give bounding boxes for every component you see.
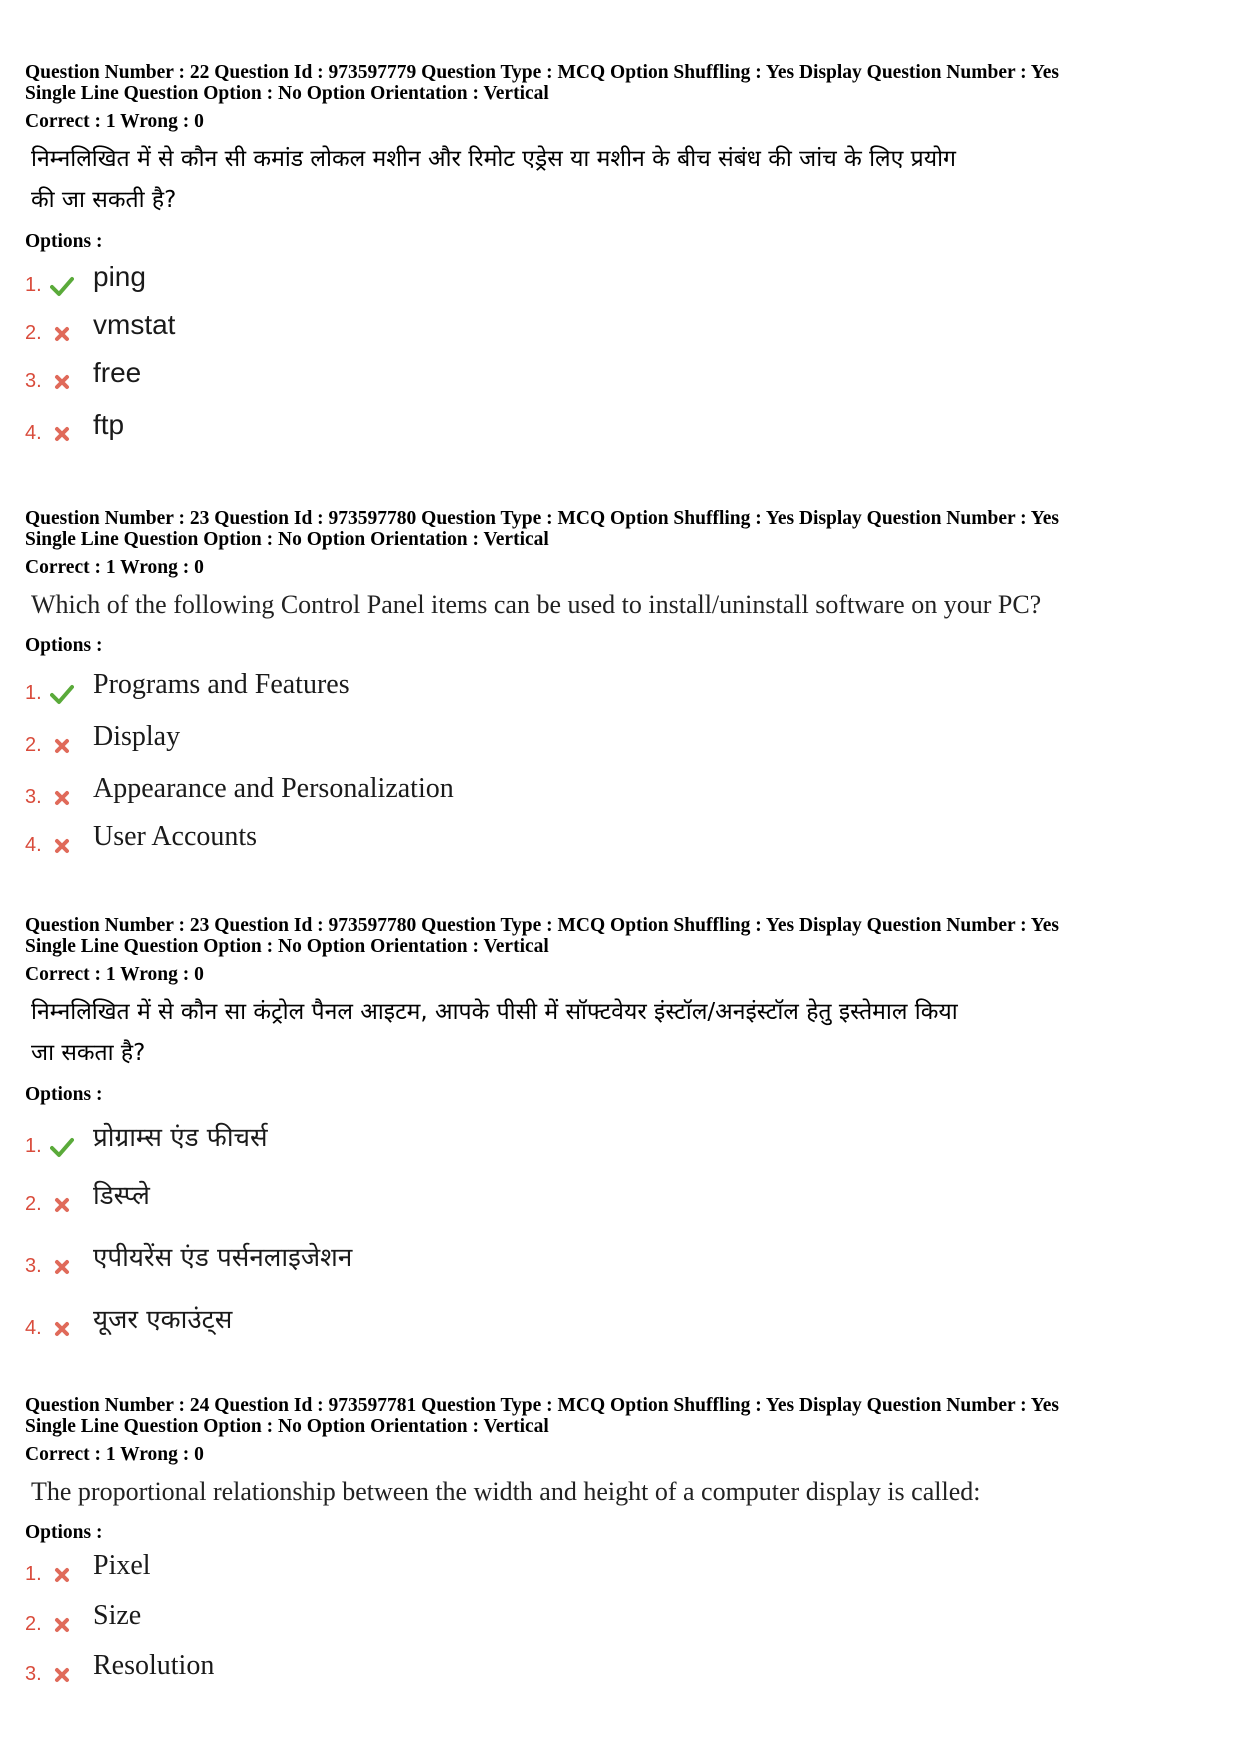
option-label: Appearance and Personalization (93, 773, 454, 804)
cross-icon (50, 1564, 74, 1586)
cross-icon (50, 735, 74, 757)
check-icon (50, 275, 74, 297)
option-item (25, 1284, 1225, 1346)
question-text (25, 1472, 1225, 1512)
option-number: 3. (25, 1255, 42, 1277)
question-meta-line2: Single Line Question Option : No Option Orientation : Vertical (25, 936, 549, 957)
option-label: प्रोग्राम्स एंड फीचर्स (93, 1123, 268, 1153)
option-number: 1. (25, 1135, 42, 1157)
options-list (25, 253, 1225, 451)
option-number: 3. (25, 786, 42, 808)
option-item (25, 711, 1225, 763)
option-label: Size (93, 1600, 142, 1631)
marking-scheme: Correct : 1 Wrong : 0 (25, 557, 204, 578)
question-text-line1: निम्नलिखित में से कौन सा कंट्रोल पैनल आइटम, आपके पीसी में सॉफ्टवेयर इंस्टॉल/अनइंस्टॉल हेतु इस्तेमाल किया (31, 999, 958, 1025)
question-text-line1: The proportional relationship between the width and height of a computer display is called: (31, 1477, 981, 1506)
option-label: डिस्प्ले (93, 1181, 150, 1211)
option-label: Programs and Features (93, 669, 350, 700)
option-number: 4. (25, 834, 42, 856)
option-item (25, 657, 1225, 711)
cross-icon (50, 787, 74, 809)
check-icon (50, 683, 74, 705)
option-item (25, 763, 1225, 815)
check-icon (50, 1136, 74, 1158)
option-item (25, 351, 1225, 399)
question-block-23-hi (25, 915, 1225, 1346)
options-list (25, 657, 1225, 863)
question-text (25, 992, 1225, 1074)
option-number: 2. (25, 734, 42, 756)
option-number: 1. (25, 274, 42, 296)
question-block-24 (25, 1395, 1225, 1692)
option-label: Resolution (93, 1650, 215, 1681)
option-label: ping (93, 261, 146, 292)
option-number: 2. (25, 1193, 42, 1215)
option-label: User Accounts (93, 821, 258, 852)
question-block-22 (25, 62, 1225, 451)
option-label: यूजर एकाउंट्स (93, 1305, 233, 1335)
options-list (25, 1106, 1225, 1346)
cross-icon (50, 835, 74, 857)
option-item (25, 815, 1225, 863)
option-number: 3. (25, 1663, 42, 1685)
option-number: 4. (25, 422, 42, 444)
option-item (25, 1164, 1225, 1222)
question-block-23-en (25, 508, 1225, 863)
question-meta-line1: Question Number : 23 Question Id : 973597780 Question Type : MCQ Option Shuffling : Yes Display Question Number : Yes (25, 915, 1059, 936)
option-label: vmstat (93, 309, 176, 340)
option-item (25, 1592, 1225, 1642)
cross-icon (50, 323, 74, 345)
marking-scheme: Correct : 1 Wrong : 0 (25, 1444, 204, 1465)
option-label: एपीयरेंस एंड पर्सनलाइजेशन (93, 1243, 353, 1273)
marking-scheme: Correct : 1 Wrong : 0 (25, 111, 204, 132)
option-item (25, 1106, 1225, 1164)
question-text-line2: जा सकता है? (31, 1040, 146, 1066)
question-text-line1: निम्नलिखित में से कौन सी कमांड लोकल मशीन और रिमोट एड्रेस या मशीन के बीच संबंध की जांच के लिए प्रयोग (31, 146, 956, 172)
question-text-line1: Which of the following Control Panel items can be used to install/uninstall software on your PC? (31, 590, 1042, 619)
option-number: 1. (25, 1563, 42, 1585)
cross-icon (50, 1664, 74, 1686)
cross-icon (50, 423, 74, 445)
question-text-line2: की जा सकती है? (31, 187, 177, 213)
option-item (25, 253, 1225, 303)
option-label: ftp (93, 409, 125, 440)
option-number: 2. (25, 1613, 42, 1635)
question-text (25, 139, 1225, 221)
option-number: 2. (25, 322, 42, 344)
option-item (25, 1642, 1225, 1692)
cross-icon (50, 1256, 74, 1278)
option-number: 4. (25, 1317, 42, 1339)
question-meta-line2: Single Line Question Option : No Option Orientation : Vertical (25, 83, 549, 104)
options-label: Options : (25, 231, 103, 252)
option-label: Pixel (93, 1550, 151, 1581)
option-label: Display (93, 721, 181, 752)
options-list (25, 1544, 1225, 1692)
option-item (25, 1222, 1225, 1284)
cross-icon (50, 1318, 74, 1340)
question-meta-line1: Question Number : 24 Question Id : 973597781 Question Type : MCQ Option Shuffling : Yes Display Question Number : Yes (25, 1395, 1059, 1416)
cross-icon (50, 371, 74, 393)
question-meta-line1: Question Number : 23 Question Id : 973597780 Question Type : MCQ Option Shuffling : Yes Display Question Number : Yes (25, 508, 1059, 529)
option-number: 3. (25, 370, 42, 392)
options-label: Options : (25, 635, 103, 656)
option-item (25, 303, 1225, 351)
options-label: Options : (25, 1522, 103, 1543)
option-item (25, 1544, 1225, 1592)
marking-scheme: Correct : 1 Wrong : 0 (25, 964, 204, 985)
question-meta-line1: Question Number : 22 Question Id : 973597779 Question Type : MCQ Option Shuffling : Yes Display Question Number : Yes (25, 62, 1059, 83)
option-number: 1. (25, 682, 42, 704)
question-text (25, 585, 1225, 625)
question-meta-line2: Single Line Question Option : No Option Orientation : Vertical (25, 529, 549, 550)
cross-icon (50, 1194, 74, 1216)
option-label: free (93, 357, 142, 388)
question-meta-line2: Single Line Question Option : No Option Orientation : Vertical (25, 1416, 549, 1437)
cross-icon (50, 1614, 74, 1636)
options-label: Options : (25, 1084, 103, 1105)
option-item (25, 399, 1225, 451)
